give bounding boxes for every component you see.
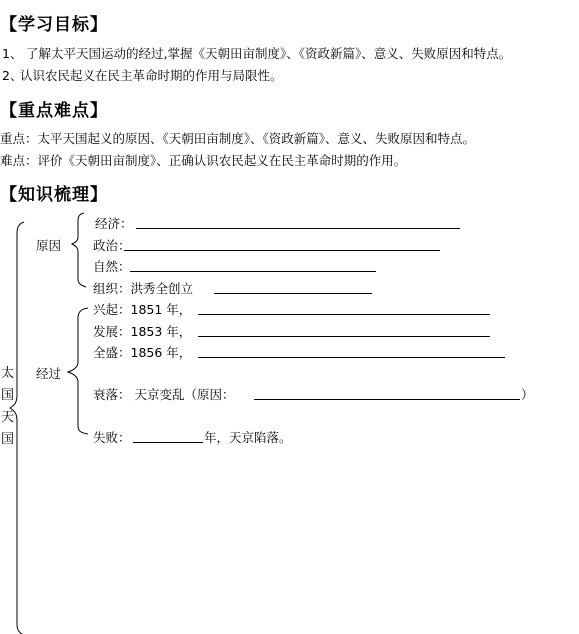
difficult-point-text: 难点：评价《天朝田亩制度》、正确认识农民起义在民主革命时期的作用。 bbox=[0, 153, 407, 168]
process-peak-blank[interactable] bbox=[198, 357, 505, 358]
root-char-1: 太 bbox=[1, 366, 15, 381]
process-decline-label: 衰落： 天京变乱（原因： bbox=[93, 387, 235, 402]
process-label: 经过 bbox=[36, 366, 62, 381]
cause-organization-label: 组织：洪秀全创立 bbox=[93, 281, 194, 296]
cause-label: 原因 bbox=[36, 238, 62, 253]
process-rise-blank[interactable] bbox=[198, 314, 490, 315]
root-char-3: 天 bbox=[1, 410, 15, 425]
process-peak-label: 全盛：1856 年， bbox=[93, 345, 192, 360]
cause-politics-label: 政治： bbox=[93, 238, 131, 253]
knowledge-outline-heading: 【知识梳理】 bbox=[0, 185, 108, 205]
cause-nature-blank[interactable] bbox=[130, 271, 376, 272]
cause-economy-blank[interactable] bbox=[136, 228, 460, 229]
cause-politics-blank[interactable] bbox=[124, 250, 440, 251]
process-fail-blank[interactable] bbox=[133, 442, 203, 443]
cause-economy-label: 经济： bbox=[95, 216, 133, 231]
process-fail-suffix: 年，天京陷落。 bbox=[204, 430, 292, 445]
key-point-text: 重点：太平天国起义的原因、《天朝田亩制度》、《资政新篇》、意义、失败原因和特点。 bbox=[0, 131, 476, 146]
process-fail-label: 失败： bbox=[93, 430, 131, 445]
goal-2-number: 2、 bbox=[2, 68, 23, 83]
cause-brace bbox=[72, 213, 86, 287]
process-develop-blank[interactable] bbox=[198, 336, 490, 337]
process-decline-blank[interactable] bbox=[254, 399, 520, 400]
root-char-4: 国 bbox=[1, 432, 15, 447]
root-char-2: 国 bbox=[1, 388, 15, 403]
process-rise-label: 兴起：1851 年， bbox=[93, 302, 192, 317]
goal-1-number: 1、 bbox=[2, 46, 23, 61]
process-brace bbox=[68, 308, 88, 434]
learning-goals-heading: 【学习目标】 bbox=[0, 15, 108, 35]
cause-organization-blank[interactable] bbox=[214, 293, 372, 294]
process-develop-label: 发展：1853 年， bbox=[93, 324, 192, 339]
key-difficult-heading: 【重点难点】 bbox=[0, 101, 108, 121]
goal-1-text: 了解太平天国运动的经过,掌握《天朝田亩制度》、《资政新篇》、意义、失败原因和特点。 bbox=[26, 46, 512, 61]
process-decline-close: ） bbox=[521, 387, 534, 402]
goal-2-text: 认识农民起义在民主革命时期的作用与局限性。 bbox=[20, 68, 283, 83]
cause-nature-label: 自然： bbox=[93, 259, 131, 274]
